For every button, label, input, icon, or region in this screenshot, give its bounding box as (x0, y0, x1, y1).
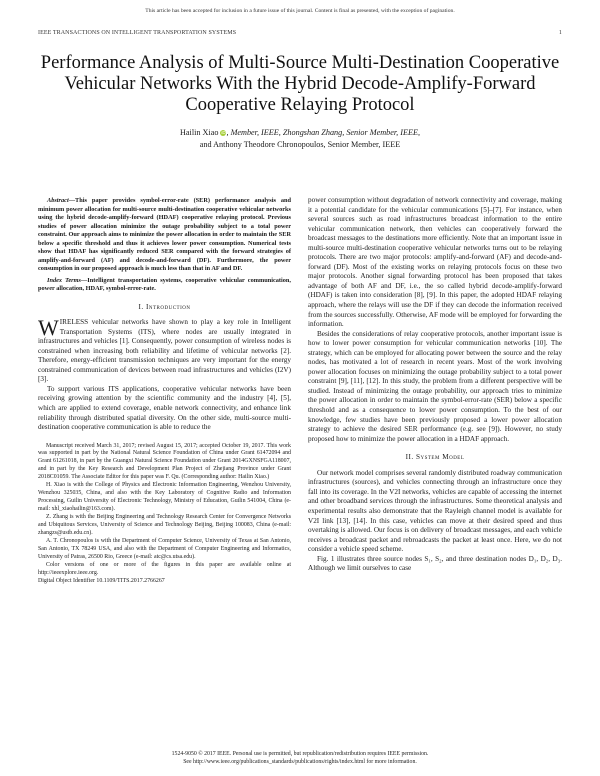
abstract-text: —This paper provides symbol-error-rate (SER) performance analysis and minimum power allocation for multi-source multi-destination cooperative vehicular networks using the hybrid decode-amplify-forward (HDAF) cooperative relaying protocol. Previous studies of power allocation minimize the outage probability subject to a total power constraint. Our approach aims to minimize the power allocation in order to maintain the SER below a specific threshold and thus it achieves lower power consumption. Numerical tests show that HDAF has significantly reduced SER compared with the forward strategies of amplify-and-forward (AF) and decode-and-forward (DF). Furthermore, the power consumption in our proposed approach is much less than that in AF and DF. (38, 197, 291, 272)
running-head (38, 30, 562, 36)
intro-paragraph-1-text: IRELESS vehicular networks have shown to play a key role in Intelligent Transportation Systems (ITS), where nodes are usually integrated in infrastructures and vehicles [1]. Consequently, power consumption of wireless nodes is constrained when increasing both reliability and lifetime of vehicular networks [2]. Therefore, energy-efficient transmission techniques are very important for the energy constrained communication of devices between road infrastructures and vehicles (I2V) [3]. (38, 318, 291, 384)
intro-paragraph-3: power consumption without degradation of network connectivity and coverage, making it a potential candidate for the vehicular communications [5]–[7]. For instance, when several sources such as road infrastructures broadcast information to the entire vehicular communication network, then vehicles can cooperatively forward the broadcast messages to the destinations more efficiently. Note that an important issue in multi-source multi-destination cooperative vehicular networks turns out to be relaying protocols. There are two major protocols: amplify-and-forward (AF) and decode-and-forward (DF). Most of the existing works on relaying protocols focus on these two major protocols. Another signal forwarding protocol has been proposed that takes advantage of both AF and DF, i.e., the so called hybrid decode-amplify-forward (HDAF) is taken into consideration [8], [9]. In this paper, the adopted HDAF relaying approach, where the relays will use the DF if they can decode the information received from the sources successfully. Otherwise, AF mode will be employed for forwarding the information. (308, 196, 562, 329)
footnote-doi: Digital Object Identifier 10.1109/TITS.2017.2766267 (38, 578, 165, 585)
section-heading-system-model: II. System Model (405, 453, 465, 462)
footnote-author-chronopoulos: A. T. Chronopoulos is with the Department of Computer Science, University of Texas at San Antonio, San Antonio, TX 78249 USA, and also with the Department of Computer Engineering and Informatics, University of Patras, 26500 Rio, Greece (e-mail: atc@cs.utsa.edu). (38, 538, 291, 560)
author-line-2: and Anthony Theodore Chronopoulos, Senior Member, IEEE (199, 140, 401, 149)
rights-link-line: See http://www.ieee.org/publications_standards/publications/rights/index.html for more information. (183, 758, 417, 765)
copyright-line: 1524-9050 © 2017 IEEE. Personal use is permitted, but republication/redistribution requires IEEE permission. (171, 751, 429, 757)
section-heading-introduction: I. Introduction (138, 302, 191, 311)
footnote-author-xiao: H. Xiao is with the College of Physics and Electronic Information Engineering, Wenzhou University, Wenzhou 325035, China, and also with the Key Laboratory of Cognitive Radio and Information Processing, Guilin University of Electronic Technology, Ministry of Education, Guilin 541004, China (e-mail: xhl_xiaohailin@163.com). (38, 482, 291, 512)
index-terms-text: —Intelligent transportation systems, cooperative vehicular communication, power allocation, HDAF, symbol-error-rate. (38, 276, 291, 292)
system-model-paragraph-1: Our network model comprises several randomly distributed roadway communication infrastructures (sources), and vehicles connecting through an infrastructure once they fall into its coverage. In the V2I networks, vehicles are capable of accessing the internet and other broadband services through the infrastructures. Some theoretical analysis and experimental results also demonstrate that the Rayleigh channel model is available for V2I link [13], [14]. In this case, vehicles can move at their desired speed and thus overtaking is allowed. Our focus is on delivery of broadcast messages, and each vehicle receives a broadcast packet and rebroadcasts the packet at least once. Here, we do not consider a vehicle speed scheme. (308, 468, 562, 554)
footnotes (38, 443, 291, 587)
index-terms (38, 277, 291, 294)
intro-paragraph-2: To support various ITS applications, cooperative vehicular networks have been receiving growing attention by the scientific community and the industry [4], [5], which are applied to extend coverage, enable network connectivity, and enhance link reliability through distributed spatial diversity. On the other side, multi-source multi-destination cooperative communication is able to reduce the (38, 384, 291, 432)
paper-title: Performance Analysis of Multi-Source Multi-Destination Cooperative Vehicular Networks With the Hybrid Decode-Amplify-Forward Cooperative Relaying Protocol (40, 53, 560, 115)
system-model-paragraph-2: Fig. 1 illustrates three source nodes S₁, S₂, and three destination nodes D₁, D₂, D₃. Although we limit ourselves to case (308, 554, 562, 573)
index-terms-label: Index Terms (47, 276, 81, 284)
abstract-label: Abstract (47, 197, 69, 204)
intro-paragraph-4: Besides the considerations of relay cooperative protocols, another important issue is how to lower power consumption for vehicular communication networks [10]. The strategy, which can be employed for allocating power between the source and the relay nodes, has motivated a lot of research in recent years. Most of the work involving power allocation focuses on minimizing the outage probability subject to a total power constraint [9], [11], [12]. In this study, the problem from a different perspective will be studied. Instead of minimizing the outage probability, our approach tries to minimize the power allocation in order to maintain the symbol-error-rate (SER) below a specific threshold and as a consequence to lower power consumption. To the best of our knowledge, few studies have been previously proposed a lower power allocation strategy to achieve the desired SER performance (e.g. see [9]). However, no study proposed how to minimize the power allocation in a HDAF approach. (308, 329, 562, 443)
author-line-1 (40, 127, 560, 139)
drop-cap: W (38, 315, 59, 341)
journal-name: IEEE TRANSACTIONS ON INTELLIGENT TRANSPORTATION SYSTEMS (38, 30, 237, 36)
footnote-color-versions: Color versions of one or more of the figures in this paper are available online at http://ieeexplore.ieee.org. (38, 562, 291, 577)
acceptance-banner: This article has been accepted for inclusion in a future issue of this journal. Content is final as presented, with the exception of pagination. (145, 8, 455, 14)
author-line-1-rest: , Member, IEEE, Zhongshan Zhang, Senior Member, IEEE, (226, 128, 420, 137)
abstract (38, 197, 291, 274)
footnote-author-zhang: Z. Zhang is with the Beijing Engineering and Technology Research Center for Convergence Networks and Ubiquitous Services, University of Science and Technology Beijing, Beijing 100083, China (e-mail: zhangzs@ustb.edu.cn). (38, 514, 291, 536)
left-column (38, 197, 291, 587)
footnote-manuscript: Manuscript received March 31, 2017; revised August 15, 2017; accepted October 19, 2017. This work was supported in part by the National Natural Science Foundation of China under Grant 61472094 and Grant 61261018, in part by the Guangxi Natural Science Foundation under Grant 2014GXNSFGA118007, and in part by the Key Research and Development Plan Project of Zhejiang Province under Grant 2018C01059. The Associate Editor for this paper was F. Qu. (Corresponding author: Hailin Xiao.) (38, 442, 291, 480)
author-block (40, 127, 560, 151)
first-author-name: Hailin Xiao (180, 128, 219, 137)
page-number: 1 (558, 30, 562, 36)
orcid-icon[interactable]: iD (221, 130, 226, 135)
copyright-footer (38, 751, 562, 766)
intro-paragraph-1 (38, 315, 291, 385)
right-column (308, 196, 562, 574)
